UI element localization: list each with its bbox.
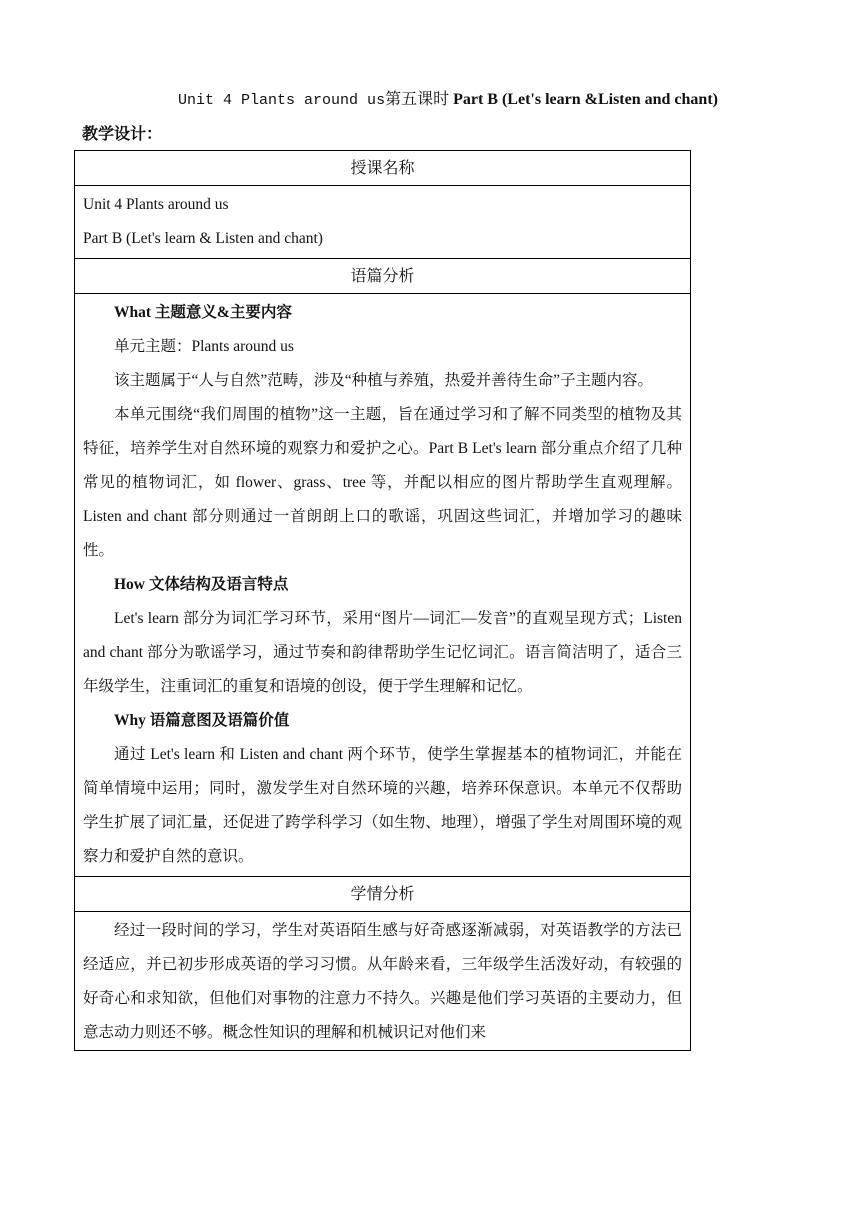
- text-analysis-header: 语篇分析: [75, 259, 690, 294]
- title-lesson: 第五课时: [385, 91, 450, 108]
- analysis-para-3: Let's learn 部分为词汇学习环节，采用“图片—词汇—发音”的直观呈现方式；Listen and chant 部分为歌谣学习，通过节奏和韵律帮助学生记忆词汇。语言简洁明了，适合三年级学生，注重词汇的重复和语境的创设，便于学生理解和记忆。: [83, 610, 682, 695]
- unit-theme: 单元主题：Plants around us: [114, 338, 294, 355]
- course-name-header: 授课名称: [75, 151, 690, 186]
- title-part: Part B (Let's learn &Listen and chant): [453, 91, 718, 108]
- page-title: [0, 88, 860, 113]
- lesson-plan-table: [74, 150, 691, 1051]
- how-heading: How 文体结构及语言特点: [114, 576, 289, 593]
- course-name-cell: [75, 186, 690, 259]
- title-unit: Unit 4 Plants around us: [178, 92, 386, 109]
- analysis-para-4: 通过 Let's learn 和 Listen and chant 两个环节，使学生掌握基本的植物词汇，并能在简单情境中运用；同时，激发学生对自然环境的兴趣，培养环保意识。本单元不仅帮助学生扩展了词汇量，还促进了跨学科学习（如生物、地理），增强了学生对周围环境的观察力和爱护自然的意识。: [83, 746, 682, 865]
- why-heading: Why 语篇意图及语篇价值: [114, 712, 290, 729]
- design-label: 教学设计：: [82, 124, 163, 143]
- text-analysis-cell: [75, 294, 690, 877]
- learner-analysis-header: 学情分析: [75, 877, 690, 912]
- learner-analysis-para: 经过一段时间的学习，学生对英语陌生感与好奇感逐渐减弱，对英语教学的方法已经适应，并已初步形成英语的学习习惯。从年龄来看，三年级学生活泼好动，有较强的好奇心和求知欲，但他们对事物的注意力不持久。兴趣是他们学习英语的主要动力，但意志动力则还不够。概念性知识的理解和机械识记对他们来: [83, 922, 682, 1041]
- course-name-line-1: Unit 4 Plants around us: [83, 196, 229, 213]
- analysis-para-2: 本单元围绕“我们周围的植物”这一主题，旨在通过学习和了解不同类型的植物及其特征，培养学生对自然环境的观察力和爱护之心。Part B Let's learn 部分重点介绍了几种常见的植物词汇，如 flower、grass、tree 等，并配以相应的图片帮助学生直观理解。Listen and chant 部分则通过一首朗朗上口的歌谣，巩固这些词汇，并增加学习的趣味性。: [83, 406, 682, 559]
- what-heading: What 主题意义&主要内容: [114, 304, 292, 321]
- analysis-para-1: 该主题属于“人与自然”范畴，涉及“种植与养殖，热爱并善待生命”子主题内容。: [114, 372, 654, 389]
- course-name-line-2: Part B (Let's learn & Listen and chant): [83, 230, 323, 247]
- learner-analysis-cell: [75, 912, 690, 1051]
